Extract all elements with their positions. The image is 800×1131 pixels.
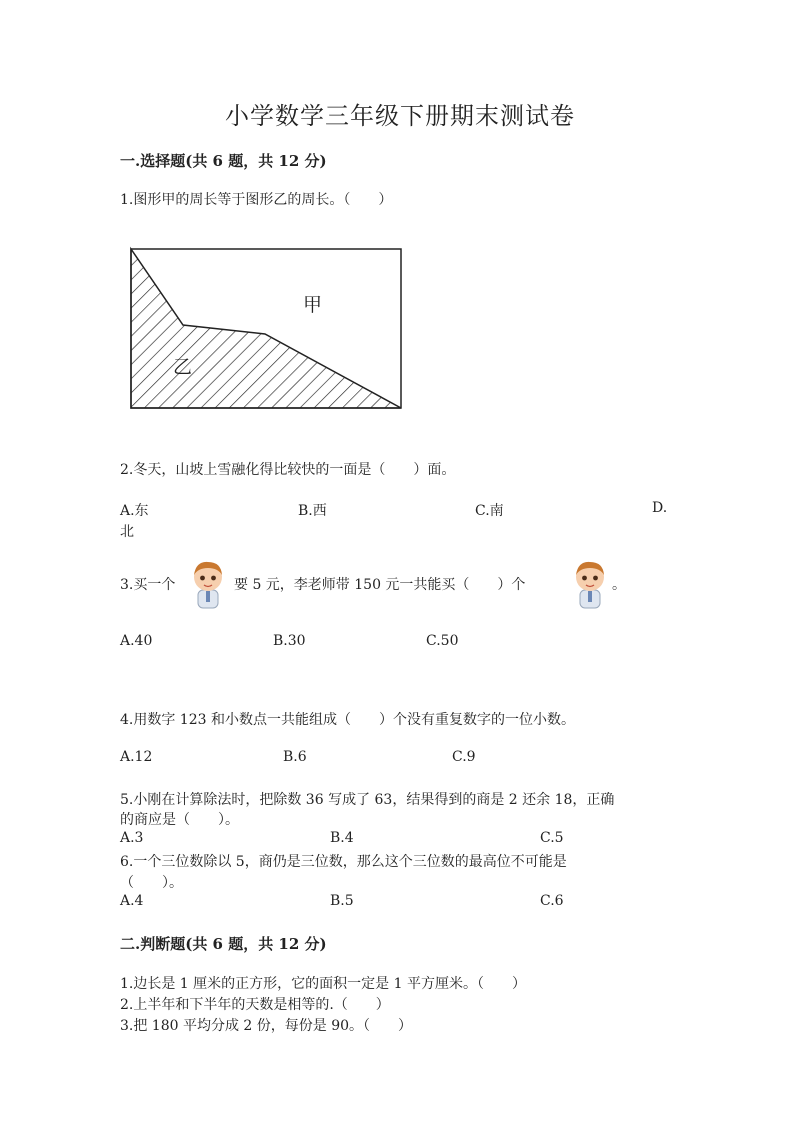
question-6-line2: （ ）。 — [120, 875, 183, 891]
option-b[interactable]: B.西 — [298, 503, 327, 519]
option-c[interactable]: C.50 — [426, 633, 459, 649]
question-5-line1: 5.小刚在计算除法时，把除数 36 写成了 63，结果得到的商是 2 还余 18，正确 — [120, 792, 615, 808]
option-c[interactable]: C.5 — [540, 830, 564, 846]
section-heading-judgement: 二.判断题(共 6 题，共 12 分) — [120, 935, 327, 953]
option-b[interactable]: B.6 — [283, 749, 307, 765]
option-a[interactable]: A.40 — [120, 633, 153, 649]
judgement-item-2: 2.上半年和下半年的天数是相等的.（ ） — [120, 997, 390, 1013]
option-c[interactable]: C.南 — [475, 503, 504, 519]
question-5-line2: 的商应是（ ）。 — [120, 812, 239, 828]
judgement-item-3: 3.把 180 平均分成 2 份，每份是 90。（ ） — [120, 1018, 413, 1034]
section-heading-choice: 一.选择题(共 6 题，共 12 分) — [120, 152, 327, 170]
judgement-item-1: 1.边长是 1 厘米的正方形，它的面积一定是 1 平方厘米。（ ） — [120, 976, 526, 992]
shape-yi — [131, 249, 401, 408]
figure-jia-yi — [125, 243, 407, 413]
option-b[interactable]: B.4 — [330, 830, 354, 846]
option-a[interactable]: A.3 — [120, 830, 144, 846]
question-1: 1.图形甲的周长等于图形乙的周长。（ ） — [120, 192, 393, 208]
question-4: 4.用数字 123 和小数点一共能组成（ ）个没有重复数字的一位小数。 — [120, 712, 575, 728]
question-6-line1: 6.一个三位数除以 5，商仍是三位数，那么这个三位数的最高位不可能是 — [120, 854, 567, 870]
option-c[interactable]: C.6 — [540, 893, 564, 909]
option-d-wrap: 北 — [120, 524, 134, 540]
label-yi: 乙 — [173, 356, 193, 378]
question-2: 2.冬天，山坡上雪融化得比较快的一面是（ ）面。 — [120, 462, 456, 478]
option-b[interactable]: B.5 — [330, 893, 354, 909]
option-a[interactable]: A.东 — [120, 503, 149, 519]
option-b[interactable]: B.30 — [273, 633, 306, 649]
option-c[interactable]: C.9 — [452, 749, 476, 765]
question-3-part2: 要 5 元，李老师带 150 元一共能买（ ）个 — [234, 577, 526, 593]
option-d[interactable]: D. — [652, 500, 668, 516]
boy-doll-icon — [188, 558, 228, 610]
page-title: 小学数学三年级下册期末测试卷 — [225, 102, 575, 130]
option-a[interactable]: A.12 — [120, 749, 153, 765]
option-a[interactable]: A.4 — [120, 893, 144, 909]
boy-doll-icon — [570, 558, 610, 610]
question-3-part3: 。 — [612, 577, 626, 593]
question-3-part1: 3.买一个 — [120, 577, 176, 593]
label-jia: 甲 — [303, 294, 323, 316]
